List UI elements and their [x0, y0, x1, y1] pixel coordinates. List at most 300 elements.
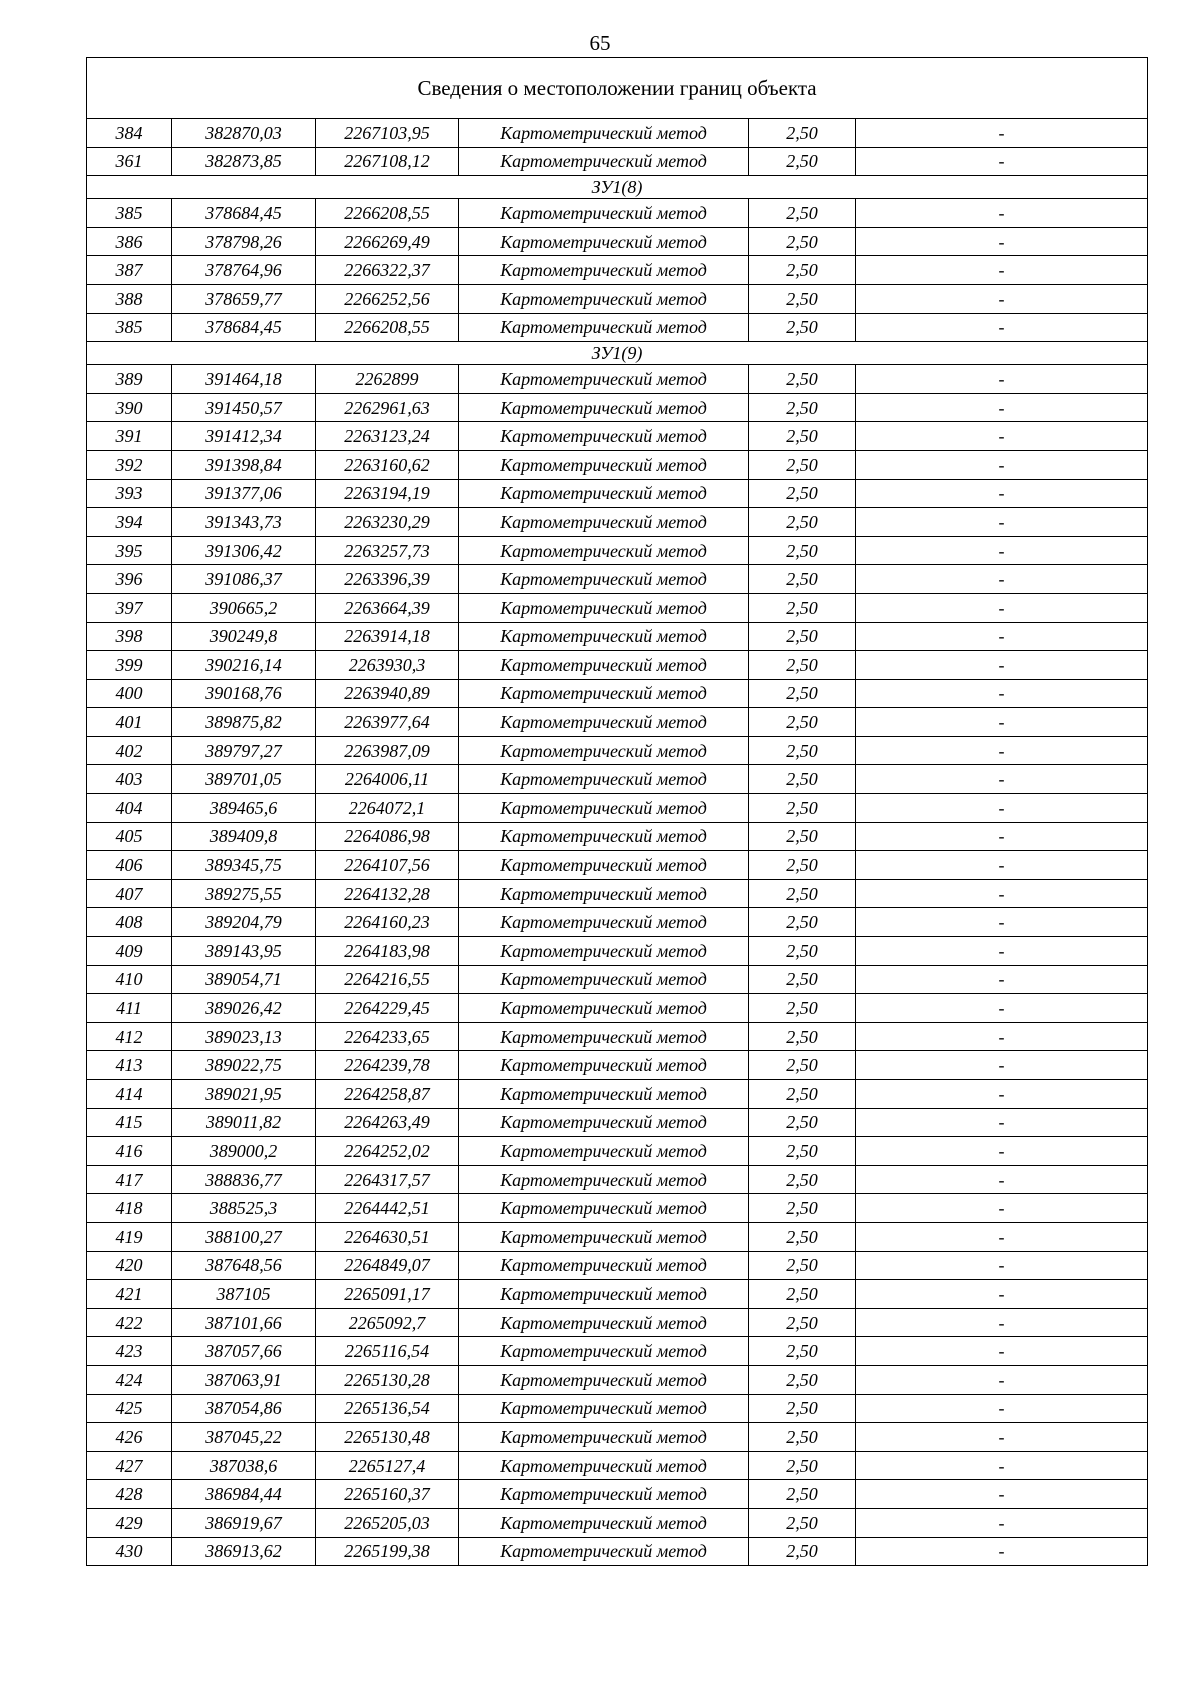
point-number-cell: 408 [87, 908, 172, 937]
description-cell: - [856, 593, 1148, 622]
point-number-cell: 406 [87, 851, 172, 880]
accuracy-cell: 2,50 [749, 227, 856, 256]
point-number-cell: 420 [87, 1251, 172, 1280]
table-row [87, 1451, 1148, 1480]
y-coordinate-cell: 2262961,63 [316, 393, 459, 422]
method-cell: Картометрический метод [459, 593, 749, 622]
table-row [87, 1137, 1148, 1166]
description-cell: - [856, 1423, 1148, 1452]
method-cell: Картометрический метод [459, 313, 749, 342]
y-coordinate-cell: 2264072,1 [316, 794, 459, 823]
x-coordinate-cell: 391343,73 [172, 508, 316, 537]
table-row [87, 119, 1148, 148]
y-coordinate-cell: 2265092,7 [316, 1308, 459, 1337]
x-coordinate-cell: 389000,2 [172, 1137, 316, 1166]
point-number-cell: 425 [87, 1394, 172, 1423]
accuracy-cell: 2,50 [749, 1080, 856, 1109]
description-cell: - [856, 679, 1148, 708]
x-coordinate-cell: 389021,95 [172, 1080, 316, 1109]
method-cell: Картометрический метод [459, 937, 749, 966]
point-number-cell: 389 [87, 365, 172, 394]
x-coordinate-cell: 389345,75 [172, 851, 316, 880]
method-cell: Картометрический метод [459, 1423, 749, 1452]
x-coordinate-cell: 378684,45 [172, 313, 316, 342]
table-row [87, 1537, 1148, 1566]
x-coordinate-cell: 387648,56 [172, 1251, 316, 1280]
y-coordinate-cell: 2264258,87 [316, 1080, 459, 1109]
method-cell: Картометрический метод [459, 1022, 749, 1051]
description-cell: - [856, 199, 1148, 228]
accuracy-cell: 2,50 [749, 422, 856, 451]
y-coordinate-cell: 2265160,37 [316, 1480, 459, 1509]
accuracy-cell: 2,50 [749, 536, 856, 565]
x-coordinate-cell: 391412,34 [172, 422, 316, 451]
accuracy-cell: 2,50 [749, 508, 856, 537]
table-row [87, 651, 1148, 680]
description-cell: - [856, 1222, 1148, 1251]
method-cell: Картометрический метод [459, 851, 749, 880]
x-coordinate-cell: 382870,03 [172, 119, 316, 148]
point-number-cell: 396 [87, 565, 172, 594]
table-row [87, 1222, 1148, 1251]
point-number-cell: 361 [87, 147, 172, 176]
description-cell: - [856, 256, 1148, 285]
table-row [87, 1394, 1148, 1423]
x-coordinate-cell: 389204,79 [172, 908, 316, 937]
point-number-cell: 430 [87, 1537, 172, 1566]
description-cell: - [856, 1251, 1148, 1280]
point-number-cell: 398 [87, 622, 172, 651]
table-row [87, 565, 1148, 594]
description-cell: - [856, 365, 1148, 394]
method-cell: Картометрический метод [459, 1251, 749, 1280]
accuracy-cell: 2,50 [749, 479, 856, 508]
point-number-cell: 391 [87, 422, 172, 451]
x-coordinate-cell: 389875,82 [172, 708, 316, 737]
method-cell: Картометрический метод [459, 1365, 749, 1394]
y-coordinate-cell: 2263123,24 [316, 422, 459, 451]
table-row [87, 147, 1148, 176]
y-coordinate-cell: 2264160,23 [316, 908, 459, 937]
table-row [87, 450, 1148, 479]
point-number-cell: 404 [87, 794, 172, 823]
description-cell: - [856, 1051, 1148, 1080]
x-coordinate-cell: 389409,8 [172, 822, 316, 851]
method-cell: Картометрический метод [459, 1080, 749, 1109]
y-coordinate-cell: 2264239,78 [316, 1051, 459, 1080]
method-cell: Картометрический метод [459, 1337, 749, 1366]
table-row [87, 965, 1148, 994]
x-coordinate-cell: 387063,91 [172, 1365, 316, 1394]
y-coordinate-cell: 2263987,09 [316, 736, 459, 765]
accuracy-cell: 2,50 [749, 1222, 856, 1251]
table-row [87, 479, 1148, 508]
accuracy-cell: 2,50 [749, 1165, 856, 1194]
x-coordinate-cell: 389022,75 [172, 1051, 316, 1080]
point-number-cell: 410 [87, 965, 172, 994]
table-row [87, 508, 1148, 537]
point-number-cell: 407 [87, 879, 172, 908]
x-coordinate-cell: 388525,3 [172, 1194, 316, 1223]
y-coordinate-cell: 2266252,56 [316, 284, 459, 313]
description-cell: - [856, 794, 1148, 823]
accuracy-cell: 2,50 [749, 565, 856, 594]
description-cell: - [856, 1137, 1148, 1166]
table-row [87, 879, 1148, 908]
point-number-cell: 418 [87, 1194, 172, 1223]
x-coordinate-cell: 391306,42 [172, 536, 316, 565]
accuracy-cell: 2,50 [749, 1365, 856, 1394]
y-coordinate-cell: 2265091,17 [316, 1280, 459, 1309]
x-coordinate-cell: 387057,66 [172, 1337, 316, 1366]
x-coordinate-cell: 387101,66 [172, 1308, 316, 1337]
description-cell: - [856, 622, 1148, 651]
method-cell: Картометрический метод [459, 1051, 749, 1080]
y-coordinate-cell: 2263977,64 [316, 708, 459, 737]
table-title: Сведения о местоположении границ объекта [87, 58, 1148, 119]
x-coordinate-cell: 390249,8 [172, 622, 316, 651]
x-coordinate-cell: 390665,2 [172, 593, 316, 622]
accuracy-cell: 2,50 [749, 908, 856, 937]
method-cell: Картометрический метод [459, 965, 749, 994]
x-coordinate-cell: 387038,6 [172, 1451, 316, 1480]
x-coordinate-cell: 391450,57 [172, 393, 316, 422]
description-cell: - [856, 1108, 1148, 1137]
accuracy-cell: 2,50 [749, 679, 856, 708]
accuracy-cell: 2,50 [749, 1394, 856, 1423]
method-cell: Картометрический метод [459, 1308, 749, 1337]
y-coordinate-cell: 2264229,45 [316, 994, 459, 1023]
accuracy-cell: 2,50 [749, 965, 856, 994]
description-cell: - [856, 1365, 1148, 1394]
y-coordinate-cell: 2267108,12 [316, 147, 459, 176]
y-coordinate-cell: 2265130,48 [316, 1423, 459, 1452]
method-cell: Картометрический метод [459, 1394, 749, 1423]
method-cell: Картометрический метод [459, 1108, 749, 1137]
point-number-cell: 399 [87, 651, 172, 680]
x-coordinate-cell: 378798,26 [172, 227, 316, 256]
x-coordinate-cell: 389026,42 [172, 994, 316, 1023]
point-number-cell: 405 [87, 822, 172, 851]
table-body [87, 58, 1148, 1566]
point-number-cell: 385 [87, 313, 172, 342]
y-coordinate-cell: 2263396,39 [316, 565, 459, 594]
method-cell: Картометрический метод [459, 393, 749, 422]
x-coordinate-cell: 388100,27 [172, 1222, 316, 1251]
y-coordinate-cell: 2263160,62 [316, 450, 459, 479]
method-cell: Картометрический метод [459, 1165, 749, 1194]
y-coordinate-cell: 2264006,11 [316, 765, 459, 794]
description-cell: - [856, 393, 1148, 422]
section-header-row [87, 342, 1148, 365]
table-row [87, 1365, 1148, 1394]
accuracy-cell: 2,50 [749, 1451, 856, 1480]
accuracy-cell: 2,50 [749, 822, 856, 851]
accuracy-cell: 2,50 [749, 593, 856, 622]
x-coordinate-cell: 387054,86 [172, 1394, 316, 1423]
table-row [87, 365, 1148, 394]
y-coordinate-cell: 2266269,49 [316, 227, 459, 256]
x-coordinate-cell: 386919,67 [172, 1508, 316, 1537]
section-header-row [87, 176, 1148, 199]
table-row [87, 227, 1148, 256]
table-row [87, 1051, 1148, 1080]
method-cell: Картометрический метод [459, 1537, 749, 1566]
table-row [87, 1251, 1148, 1280]
method-cell: Картометрический метод [459, 994, 749, 1023]
description-cell: - [856, 765, 1148, 794]
point-number-cell: 409 [87, 937, 172, 966]
point-number-cell: 394 [87, 508, 172, 537]
y-coordinate-cell: 2264317,57 [316, 1165, 459, 1194]
table-row [87, 851, 1148, 880]
x-coordinate-cell: 389011,82 [172, 1108, 316, 1137]
y-coordinate-cell: 2264132,28 [316, 879, 459, 908]
table-row [87, 994, 1148, 1023]
description-cell: - [856, 565, 1148, 594]
y-coordinate-cell: 2264442,51 [316, 1194, 459, 1223]
description-cell: - [856, 479, 1148, 508]
y-coordinate-cell: 2266322,37 [316, 256, 459, 285]
description-cell: - [856, 822, 1148, 851]
section-title: ЗУ1(9) [87, 342, 1148, 365]
method-cell: Картометрический метод [459, 1508, 749, 1537]
accuracy-cell: 2,50 [749, 313, 856, 342]
description-cell: - [856, 1537, 1148, 1566]
table-row [87, 908, 1148, 937]
x-coordinate-cell: 389143,95 [172, 937, 316, 966]
y-coordinate-cell: 2265130,28 [316, 1365, 459, 1394]
x-coordinate-cell: 387105 [172, 1280, 316, 1309]
accuracy-cell: 2,50 [749, 284, 856, 313]
table-row [87, 679, 1148, 708]
x-coordinate-cell: 391464,18 [172, 365, 316, 394]
description-cell: - [856, 736, 1148, 765]
point-number-cell: 386 [87, 227, 172, 256]
y-coordinate-cell: 2265127,4 [316, 1451, 459, 1480]
description-cell: - [856, 908, 1148, 937]
method-cell: Картометрический метод [459, 147, 749, 176]
y-coordinate-cell: 2264183,98 [316, 937, 459, 966]
method-cell: Картометрический метод [459, 794, 749, 823]
table-row [87, 393, 1148, 422]
point-number-cell: 429 [87, 1508, 172, 1537]
table-row [87, 284, 1148, 313]
boundary-coordinates-table [86, 57, 1148, 1566]
y-coordinate-cell: 2264252,02 [316, 1137, 459, 1166]
description-cell: - [856, 937, 1148, 966]
method-cell: Картометрический метод [459, 1194, 749, 1223]
x-coordinate-cell: 391398,84 [172, 450, 316, 479]
x-coordinate-cell: 391377,06 [172, 479, 316, 508]
x-coordinate-cell: 390216,14 [172, 651, 316, 680]
accuracy-cell: 2,50 [749, 1022, 856, 1051]
accuracy-cell: 2,50 [749, 1308, 856, 1337]
method-cell: Картометрический метод [459, 736, 749, 765]
table-header-row [87, 58, 1148, 119]
description-cell: - [856, 313, 1148, 342]
accuracy-cell: 2,50 [749, 199, 856, 228]
accuracy-cell: 2,50 [749, 393, 856, 422]
point-number-cell: 395 [87, 536, 172, 565]
y-coordinate-cell: 2263664,39 [316, 593, 459, 622]
x-coordinate-cell: 389701,05 [172, 765, 316, 794]
description-cell: - [856, 284, 1148, 313]
description-cell: - [856, 450, 1148, 479]
table-row [87, 822, 1148, 851]
accuracy-cell: 2,50 [749, 1051, 856, 1080]
description-cell: - [856, 1280, 1148, 1309]
method-cell: Картометрический метод [459, 365, 749, 394]
point-number-cell: 403 [87, 765, 172, 794]
accuracy-cell: 2,50 [749, 1280, 856, 1309]
y-coordinate-cell: 2264233,65 [316, 1022, 459, 1051]
method-cell: Картометрический метод [459, 822, 749, 851]
y-coordinate-cell: 2263257,73 [316, 536, 459, 565]
accuracy-cell: 2,50 [749, 1337, 856, 1366]
accuracy-cell: 2,50 [749, 994, 856, 1023]
table-row [87, 422, 1148, 451]
y-coordinate-cell: 2263930,3 [316, 651, 459, 680]
description-cell: - [856, 119, 1148, 148]
table-row [87, 313, 1148, 342]
method-cell: Картометрический метод [459, 536, 749, 565]
accuracy-cell: 2,50 [749, 1537, 856, 1566]
table-row [87, 199, 1148, 228]
table-row [87, 1308, 1148, 1337]
x-coordinate-cell: 389465,6 [172, 794, 316, 823]
description-cell: - [856, 965, 1148, 994]
x-coordinate-cell: 378764,96 [172, 256, 316, 285]
x-coordinate-cell: 382873,85 [172, 147, 316, 176]
accuracy-cell: 2,50 [749, 119, 856, 148]
accuracy-cell: 2,50 [749, 1137, 856, 1166]
y-coordinate-cell: 2265205,03 [316, 1508, 459, 1537]
description-cell: - [856, 536, 1148, 565]
table-row [87, 1080, 1148, 1109]
method-cell: Картометрический метод [459, 708, 749, 737]
y-coordinate-cell: 2264107,56 [316, 851, 459, 880]
description-cell: - [856, 422, 1148, 451]
point-number-cell: 424 [87, 1365, 172, 1394]
point-number-cell: 392 [87, 450, 172, 479]
table-row [87, 593, 1148, 622]
description-cell: - [856, 851, 1148, 880]
x-coordinate-cell: 389797,27 [172, 736, 316, 765]
x-coordinate-cell: 389275,55 [172, 879, 316, 908]
y-coordinate-cell: 2265199,38 [316, 1537, 459, 1566]
point-number-cell: 419 [87, 1222, 172, 1251]
method-cell: Картометрический метод [459, 565, 749, 594]
accuracy-cell: 2,50 [749, 622, 856, 651]
accuracy-cell: 2,50 [749, 1194, 856, 1223]
x-coordinate-cell: 386984,44 [172, 1480, 316, 1509]
y-coordinate-cell: 2263940,89 [316, 679, 459, 708]
description-cell: - [856, 879, 1148, 908]
y-coordinate-cell: 2262899 [316, 365, 459, 394]
table-row [87, 708, 1148, 737]
description-cell: - [856, 1480, 1148, 1509]
method-cell: Картометрический метод [459, 199, 749, 228]
description-cell: - [856, 651, 1148, 680]
method-cell: Картометрический метод [459, 422, 749, 451]
method-cell: Картометрический метод [459, 508, 749, 537]
method-cell: Картометрический метод [459, 908, 749, 937]
method-cell: Картометрический метод [459, 256, 749, 285]
x-coordinate-cell: 378684,45 [172, 199, 316, 228]
description-cell: - [856, 1165, 1148, 1194]
table-row [87, 1108, 1148, 1137]
x-coordinate-cell: 391086,37 [172, 565, 316, 594]
point-number-cell: 415 [87, 1108, 172, 1137]
description-cell: - [856, 708, 1148, 737]
method-cell: Картометрический метод [459, 765, 749, 794]
y-coordinate-cell: 2264086,98 [316, 822, 459, 851]
accuracy-cell: 2,50 [749, 1423, 856, 1452]
y-coordinate-cell: 2265116,54 [316, 1337, 459, 1366]
method-cell: Картометрический метод [459, 1280, 749, 1309]
y-coordinate-cell: 2265136,54 [316, 1394, 459, 1423]
y-coordinate-cell: 2267103,95 [316, 119, 459, 148]
method-cell: Картометрический метод [459, 679, 749, 708]
description-cell: - [856, 1308, 1148, 1337]
y-coordinate-cell: 2264849,07 [316, 1251, 459, 1280]
description-cell: - [856, 227, 1148, 256]
point-number-cell: 427 [87, 1451, 172, 1480]
point-number-cell: 412 [87, 1022, 172, 1051]
description-cell: - [856, 1022, 1148, 1051]
description-cell: - [856, 147, 1148, 176]
page-number: 65 [589, 31, 611, 55]
accuracy-cell: 2,50 [749, 1108, 856, 1137]
method-cell: Картометрический метод [459, 1451, 749, 1480]
method-cell: Картометрический метод [459, 622, 749, 651]
table-row [87, 1423, 1148, 1452]
x-coordinate-cell: 378659,77 [172, 284, 316, 313]
accuracy-cell: 2,50 [749, 708, 856, 737]
y-coordinate-cell: 2264263,49 [316, 1108, 459, 1137]
description-cell: - [856, 508, 1148, 537]
accuracy-cell: 2,50 [749, 1508, 856, 1537]
point-number-cell: 384 [87, 119, 172, 148]
point-number-cell: 414 [87, 1080, 172, 1109]
point-number-cell: 428 [87, 1480, 172, 1509]
point-number-cell: 426 [87, 1423, 172, 1452]
point-number-cell: 413 [87, 1051, 172, 1080]
table-row [87, 736, 1148, 765]
y-coordinate-cell: 2263194,19 [316, 479, 459, 508]
description-cell: - [856, 994, 1148, 1023]
y-coordinate-cell: 2263230,29 [316, 508, 459, 537]
section-title: ЗУ1(8) [87, 176, 1148, 199]
method-cell: Картометрический метод [459, 227, 749, 256]
method-cell: Картометрический метод [459, 1480, 749, 1509]
y-coordinate-cell: 2266208,55 [316, 199, 459, 228]
table-row [87, 937, 1148, 966]
description-cell: - [856, 1394, 1148, 1423]
table-row [87, 622, 1148, 651]
point-number-cell: 400 [87, 679, 172, 708]
accuracy-cell: 2,50 [749, 651, 856, 680]
accuracy-cell: 2,50 [749, 256, 856, 285]
table-row [87, 1194, 1148, 1223]
accuracy-cell: 2,50 [749, 851, 856, 880]
point-number-cell: 387 [87, 256, 172, 285]
x-coordinate-cell: 389054,71 [172, 965, 316, 994]
table-row [87, 1337, 1148, 1366]
accuracy-cell: 2,50 [749, 365, 856, 394]
x-coordinate-cell: 387045,22 [172, 1423, 316, 1452]
